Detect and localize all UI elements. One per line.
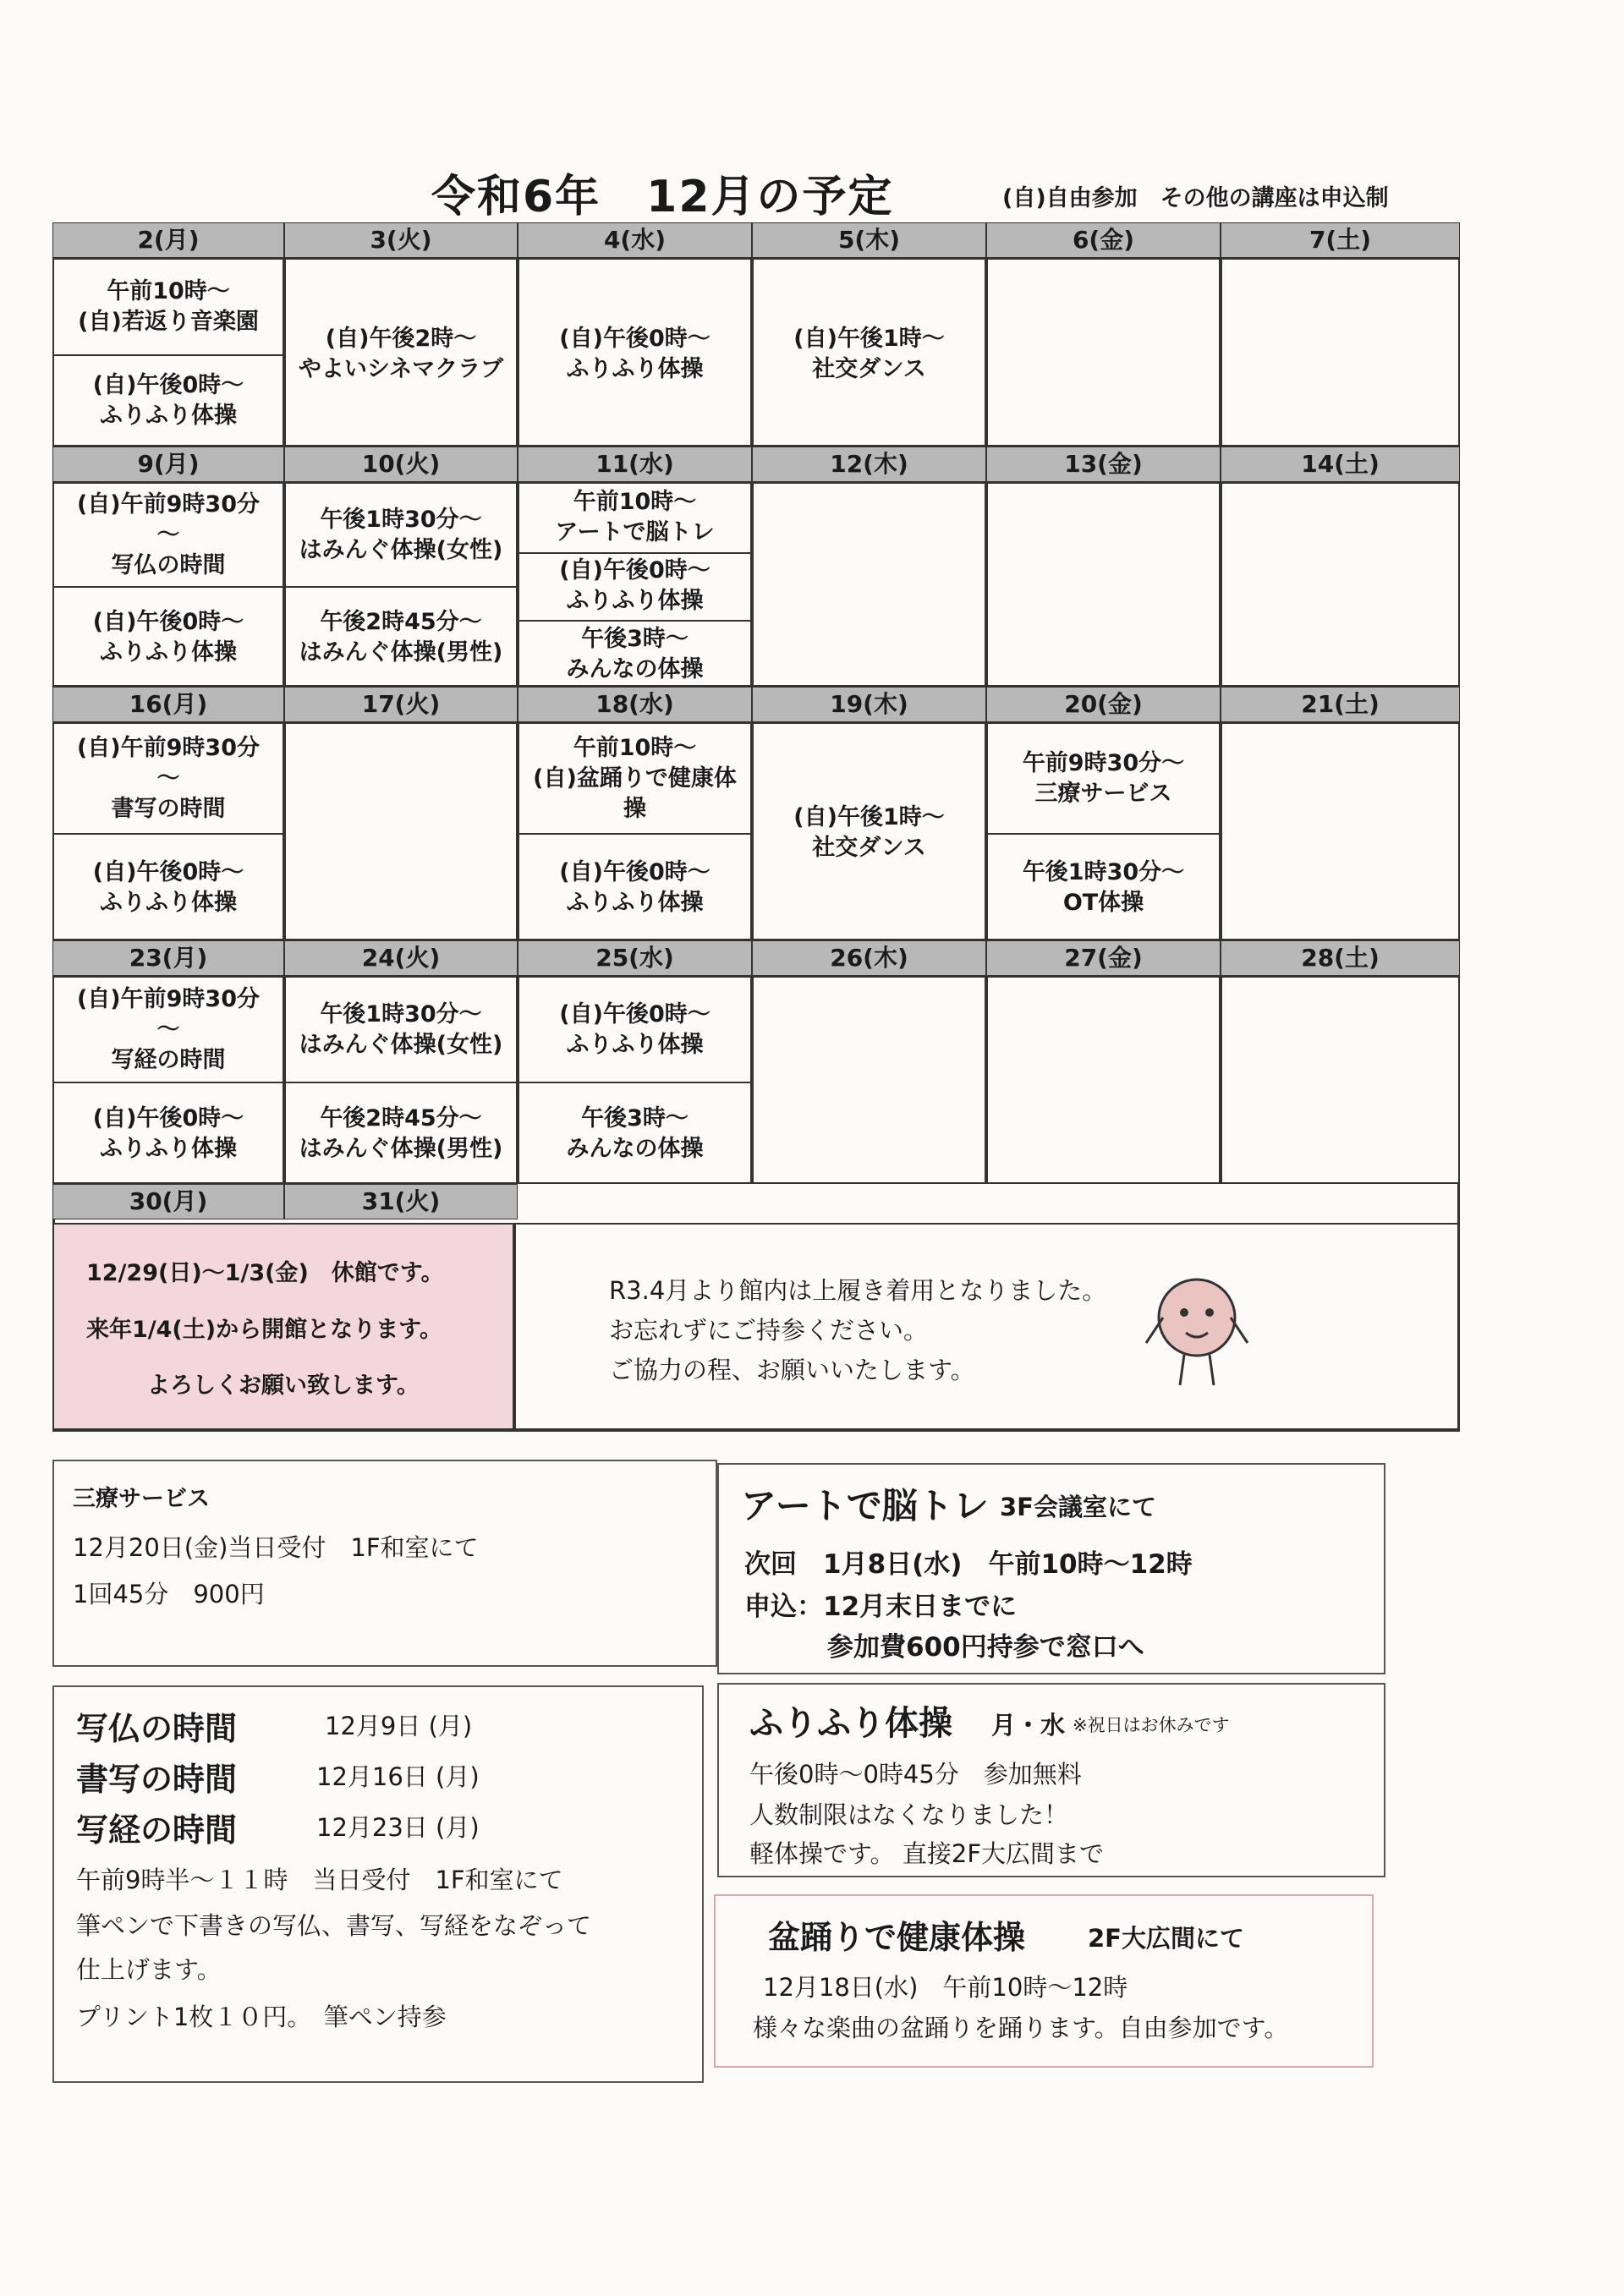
event: 午前10時～ アートで脳トレ: [555, 489, 715, 546]
event: 午後1時30分～ はみんぐ体操(女性): [299, 506, 503, 563]
event-divider: [519, 552, 750, 554]
bon-line-1: 12月18日(水) 午前10時～12時: [763, 1973, 1128, 2002]
closure-notice: [52, 1223, 514, 1430]
day-cell: [1221, 482, 1460, 687]
day-cell: [284, 258, 518, 447]
furifuri-title: ふりふり体操: [749, 1704, 952, 1743]
event: 午後2時45分～ はみんぐ体操(男性): [299, 1104, 503, 1162]
day-cell: [518, 258, 752, 447]
day-header: 12(木): [752, 447, 986, 482]
event: (自)午後0時～ ふりふり体操: [559, 1000, 710, 1058]
event: 午後1時30分～ OT体操: [1022, 858, 1185, 916]
day-cell: [284, 976, 518, 1184]
event: (自)午後2時～ やよいシネマクラブ: [298, 325, 504, 382]
art-box: [717, 1463, 1385, 1674]
event-divider: [54, 833, 283, 835]
closure-note-1: 12/29(日)～1/3(金) 休館です。: [86, 1260, 444, 1286]
event-divider: [54, 1082, 283, 1083]
day-header: 7(土): [1221, 222, 1460, 258]
shabutsu-line-3: 仕上げます。: [76, 1955, 222, 1984]
sanryo-line-2: 1回45分 900円: [73, 1580, 265, 1608]
day-cell: [1221, 722, 1460, 940]
day-header: 20(金): [986, 687, 1221, 722]
event: (自)午後0時～ ふりふり体操: [92, 372, 244, 430]
bon-line-2: 様々な楽曲の盆踊りを踊ります。自由参加です。: [753, 2014, 1289, 2042]
day-cell: [518, 976, 752, 1184]
day-header: 11(水): [518, 447, 752, 482]
event: 午後3時～ みんなの体操: [566, 1104, 704, 1162]
shoe-note-3: ご協力の程、お願いいたします。: [609, 1356, 975, 1384]
art-place: 3F会議室にて: [1000, 1493, 1156, 1521]
event-divider: [988, 833, 1219, 835]
day-header: 10(火): [284, 447, 518, 482]
event: (自)午後0時～ ふりふり体操: [559, 858, 710, 916]
event: (自)午後0時～ ふりふり体操: [92, 608, 244, 666]
event: 午前9時30分～ 三療サービス: [1022, 749, 1185, 807]
furifuri-line-1: 午後0時～0時45分 参加無料: [749, 1760, 1082, 1789]
event: (自)午前9時30分 ～ 書写の時間: [76, 734, 261, 822]
furifuri-days: 月・水: [991, 1711, 1066, 1740]
day-cell: [52, 258, 284, 447]
event: (自)午後0時～ ふりふり体操: [559, 557, 710, 614]
event-divider: [286, 586, 516, 588]
day-header: 28(土): [1221, 940, 1460, 976]
event-divider: [54, 354, 283, 356]
shabutsu-date-2: 12月16日 (月): [316, 1762, 480, 1791]
bon-box: [714, 1894, 1374, 2068]
day-header: 5(木): [752, 222, 986, 258]
day-header: 18(水): [518, 687, 752, 722]
day-header: 26(木): [752, 940, 986, 976]
shabutsu-line-2: 筆ペンで下書きの写仏、書写、写経をなぞって: [76, 1911, 592, 1940]
shabutsu-line-4: プリント1枚１０円。 筆ペン持参: [76, 2003, 447, 2031]
shoe-notice: [514, 1223, 1460, 1430]
day-cell: [52, 976, 284, 1184]
day-cell: [752, 722, 986, 940]
day-header: 27(金): [986, 940, 1221, 976]
shoe-note-1: R3.4月より館内は上履き着用となりました。: [609, 1276, 1107, 1305]
bon-title: 盆踊りで健康体操: [768, 1919, 1026, 1956]
event-divider: [519, 1082, 750, 1083]
day-header: 14(土): [1221, 447, 1460, 482]
art-title: アートで脳トレ: [741, 1485, 989, 1526]
event-divider: [54, 586, 283, 588]
day-cell: [284, 722, 518, 940]
day-header: 19(木): [752, 687, 986, 722]
shoe-note-2: お忘れずにご持参ください。: [609, 1316, 929, 1345]
shabutsu-date-1: 12月9日 (月): [325, 1712, 473, 1740]
shabutsu-line-1: 午前9時半～１１時 当日受付 1F和室にて: [76, 1866, 563, 1894]
furifuri-line-3: 軽体操です。 直接2F大広間まで: [749, 1839, 1105, 1868]
shabutsu-box: [52, 1685, 704, 2083]
event: (自)午後0時～ ふりふり体操: [92, 1104, 244, 1162]
day-cell: [52, 482, 284, 687]
closure-note-2: 来年1/4(土)から開館となります。: [86, 1317, 442, 1343]
day-cell: [518, 482, 752, 687]
event: 午前10時～ (自)若返り音楽園: [78, 277, 259, 335]
legend-text: (自)自由参加 その他の講座は申込制: [1002, 185, 1389, 211]
event: (自)午前9時30分 ～ 写経の時間: [76, 985, 261, 1073]
day-header: 16(月): [52, 687, 284, 722]
furifuri-line-2: 人数制限はなくなりました！: [749, 1800, 1069, 1829]
art-line-1: 次回 1月8日(水) 午前10時～12時: [744, 1549, 1193, 1580]
day-header: 25(水): [518, 940, 752, 976]
event: (自)午後1時～ 社交ダンス: [793, 325, 945, 382]
furifuri-box: [717, 1683, 1385, 1877]
event: (自)午後0時～ ふりふり体操: [559, 325, 710, 382]
day-cell: [752, 482, 986, 687]
shabutsu-name-3: 写経の時間: [76, 1811, 238, 1849]
closure-note-3: よろしくお願い致します。: [147, 1373, 420, 1399]
event: 午前10時～ (自)盆踊りで健康体 操: [533, 734, 737, 822]
day-header: 24(火): [284, 940, 518, 976]
day-cell: [752, 258, 986, 447]
event: 午後2時45分～ はみんぐ体操(男性): [299, 608, 503, 666]
sanryo-title: 三療サービス: [73, 1486, 210, 1512]
event-divider: [286, 1082, 516, 1083]
day-header: 2(月): [52, 222, 284, 258]
day-cell: [52, 722, 284, 940]
shabutsu-name-2: 書写の時間: [76, 1761, 238, 1798]
day-header: 23(月): [52, 940, 284, 976]
day-cell: [986, 258, 1221, 447]
day-header: 3(火): [284, 222, 518, 258]
furifuri-note: ※祝日はお休みです: [1073, 1715, 1230, 1735]
event: 午後1時30分～ はみんぐ体操(女性): [299, 1000, 503, 1058]
bon-place: 2F大広間にて: [1088, 1924, 1244, 1953]
day-cell: [284, 482, 518, 687]
day-header: 21(土): [1221, 687, 1460, 722]
event-divider: [519, 620, 750, 622]
day-header: 17(火): [284, 687, 518, 722]
day-header: 30(月): [52, 1184, 284, 1219]
shabutsu-date-3: 12月23日 (月): [316, 1813, 480, 1842]
day-cell: [752, 976, 986, 1184]
day-header: 4(水): [518, 222, 752, 258]
day-cell: [986, 722, 1221, 940]
art-line-3: 参加費600円持参で窓口へ: [827, 1632, 1144, 1663]
event-divider: [519, 833, 750, 835]
shabutsu-name-1: 写仏の時間: [76, 1710, 238, 1747]
day-header: 13(金): [986, 447, 1221, 482]
day-header: 9(月): [52, 447, 284, 482]
day-cell: [518, 722, 752, 940]
event: 午後3時～ みんなの体操: [566, 625, 704, 682]
art-line-2: 申込：12月末日までに: [744, 1592, 1018, 1622]
day-header: 31(火): [284, 1184, 518, 1219]
day-cell: [1221, 258, 1460, 447]
event: (自)午後0時～ ふりふり体操: [92, 858, 244, 916]
sanryo-box: [52, 1460, 717, 1667]
mascot-icon: [1142, 1258, 1252, 1394]
day-cell: [986, 482, 1221, 687]
day-cell: [1221, 976, 1460, 1184]
day-header: 6(金): [986, 222, 1221, 258]
page-title: 令和6年 12月の予定: [431, 172, 894, 222]
day-cell: [986, 976, 1221, 1184]
event: (自)午後1時～ 社交ダンス: [793, 804, 945, 861]
sanryo-line-1: 12月20日(金)当日受付 1F和室にて: [73, 1533, 479, 1562]
event: (自)午前9時30分 ～ 写仏の時間: [76, 490, 261, 578]
